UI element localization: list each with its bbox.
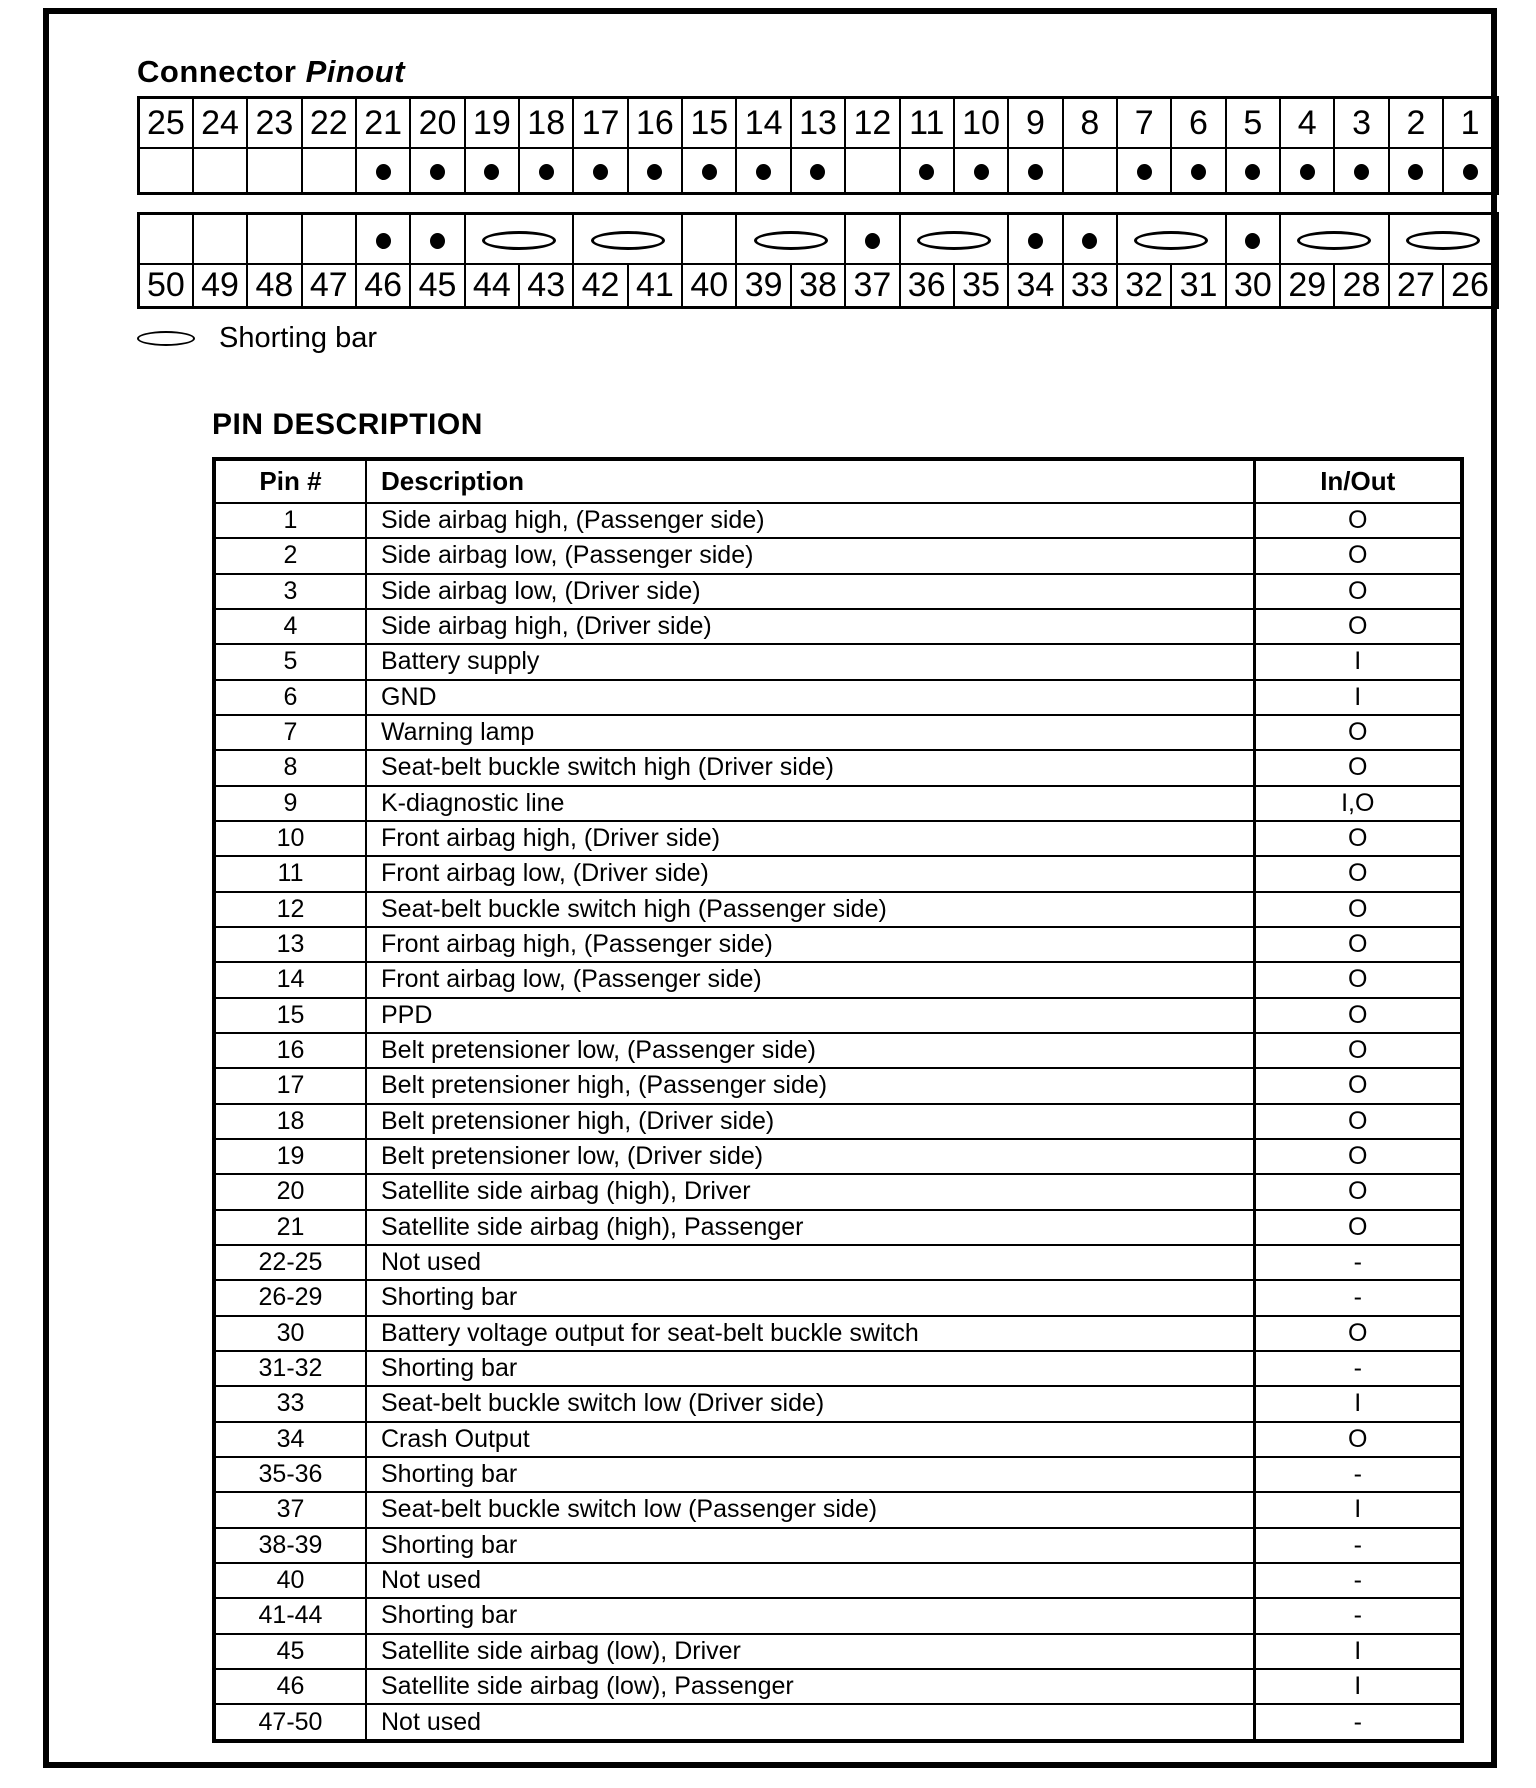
bottom-shorting-bar-cell xyxy=(736,214,845,264)
pin-number-cell: 6 xyxy=(214,680,366,715)
pin-dot-icon xyxy=(1245,164,1260,180)
top-pin-present-cell xyxy=(900,148,954,194)
pin-in-out-cell: I,O xyxy=(1254,786,1462,821)
pin-table-row xyxy=(214,1104,1462,1139)
pin-table-row xyxy=(214,1669,1462,1704)
shorting-bar-icon xyxy=(1134,231,1208,250)
pin-dot-icon xyxy=(647,164,662,180)
pin-in-out-cell: I xyxy=(1254,1634,1462,1669)
pin-number-cell: 30 xyxy=(214,1316,366,1351)
pin-number-cell: 10 xyxy=(214,821,366,856)
pin-in-out-cell: O xyxy=(1254,856,1462,891)
pin-in-out-cell: I xyxy=(1254,1386,1462,1421)
pin-description-cell: Satellite side airbag (high), Passenger xyxy=(366,1210,1254,1245)
pin-number-cell: 15 xyxy=(214,998,366,1033)
connector-pinout-bottom-row-table xyxy=(137,212,1499,309)
shorting-bar-icon xyxy=(754,231,828,250)
pin-table-row xyxy=(214,927,1462,962)
pin-in-out-cell: - xyxy=(1254,1704,1462,1741)
pin-description-cell: Satellite side airbag (high), Driver xyxy=(366,1174,1254,1209)
top-pin-number-cell-10: 10 xyxy=(954,98,1008,148)
top-pin-number-cell-14: 14 xyxy=(736,98,790,148)
pin-table-row xyxy=(214,1563,1462,1598)
pin-table-row xyxy=(214,1033,1462,1068)
pin-dot-icon xyxy=(430,233,445,249)
top-pin-present-cell xyxy=(410,148,464,194)
pin-number-cell: 13 xyxy=(214,927,366,962)
page-title xyxy=(137,54,405,90)
bottom-pin-number-cell-29: 29 xyxy=(1280,264,1334,308)
top-pin-number-cell-6: 6 xyxy=(1171,98,1225,148)
bottom-pin-number-cell-39: 39 xyxy=(736,264,790,308)
top-pin-present-cell xyxy=(791,148,845,194)
header-description: Description xyxy=(366,459,1254,503)
pin-dot-icon xyxy=(376,164,391,180)
top-pin-number-cell-8: 8 xyxy=(1063,98,1117,148)
page-title-regular: Connector xyxy=(137,54,297,89)
pin-dot-icon xyxy=(810,164,825,180)
pin-dot-icon xyxy=(593,164,608,180)
pin-table-row xyxy=(214,750,1462,785)
top-pin-present-cell xyxy=(954,148,1008,194)
bottom-shorting-bar-cell xyxy=(573,214,682,264)
top-empty-pin-cell xyxy=(1063,148,1117,194)
top-pin-present-cell xyxy=(519,148,573,194)
bottom-pin-present-cell xyxy=(356,214,410,264)
pin-description-cell: Not used xyxy=(366,1704,1254,1741)
shorting-bar-icon xyxy=(1297,231,1371,250)
pin-description-cell: Not used xyxy=(366,1245,1254,1280)
pin-number-cell: 14 xyxy=(214,962,366,997)
pin-number-cell: 21 xyxy=(214,1210,366,1245)
bottom-pin-number-cell-46: 46 xyxy=(356,264,410,308)
pin-table-row xyxy=(214,538,1462,573)
pin-description-cell: Belt pretensioner low, (Passenger side) xyxy=(366,1033,1254,1068)
pin-in-out-cell: - xyxy=(1254,1563,1462,1598)
pin-number-cell: 1 xyxy=(214,503,366,538)
bottom-pin-present-cell xyxy=(410,214,464,264)
top-pin-number-cell-20: 20 xyxy=(410,98,464,148)
top-pin-number-cell-12: 12 xyxy=(845,98,899,148)
pin-in-out-cell: O xyxy=(1254,750,1462,785)
pin-number-cell: 26-29 xyxy=(214,1280,366,1315)
bottom-pin-number-cell-31: 31 xyxy=(1171,264,1225,308)
pin-table-row xyxy=(214,644,1462,679)
pin-in-out-cell: O xyxy=(1254,962,1462,997)
pin-in-out-cell: O xyxy=(1254,538,1462,573)
bottom-pin-number-cell-40: 40 xyxy=(682,264,736,308)
pin-in-out-cell: - xyxy=(1254,1598,1462,1633)
pin-dot-icon xyxy=(974,164,989,180)
shorting-bar-icon xyxy=(591,231,665,250)
top-pin-number-cell-19: 19 xyxy=(465,98,519,148)
pin-description-cell: GND xyxy=(366,680,1254,715)
pin-table-row xyxy=(214,962,1462,997)
pin-description-cell: Belt pretensioner low, (Driver side) xyxy=(366,1139,1254,1174)
pin-number-cell: 34 xyxy=(214,1422,366,1457)
pin-number-cell: 19 xyxy=(214,1139,366,1174)
top-empty-pin-cell xyxy=(247,148,301,194)
pin-dot-icon xyxy=(1082,233,1097,249)
pin-in-out-cell: O xyxy=(1254,1139,1462,1174)
shorting-bar-icon xyxy=(137,331,195,346)
pin-table-row xyxy=(214,1139,1462,1174)
pin-in-out-cell: - xyxy=(1254,1528,1462,1563)
bottom-pin-number-cell-38: 38 xyxy=(791,264,845,308)
bottom-pin-number-cell-35: 35 xyxy=(954,264,1008,308)
pin-number-cell: 11 xyxy=(214,856,366,891)
pin-number-cell: 2 xyxy=(214,538,366,573)
top-pin-number-cell-24: 24 xyxy=(193,98,247,148)
bottom-pin-number-cell-28: 28 xyxy=(1334,264,1388,308)
bottom-pin-number-cell-45: 45 xyxy=(410,264,464,308)
pin-number-cell: 3 xyxy=(214,574,366,609)
pin-table-row xyxy=(214,1386,1462,1421)
pin-description-cell: Front airbag high, (Passenger side) xyxy=(366,927,1254,962)
bottom-pin-number-cell-27: 27 xyxy=(1389,264,1443,308)
pin-in-out-cell: I xyxy=(1254,680,1462,715)
top-pin-number-cell-9: 9 xyxy=(1008,98,1062,148)
bottom-pin-present-cell xyxy=(1008,214,1062,264)
pin-description-cell: Seat-belt buckle switch low (Driver side) xyxy=(366,1386,1254,1421)
pin-table-row xyxy=(214,892,1462,927)
pin-number-cell: 22-25 xyxy=(214,1245,366,1280)
pin-number-cell: 18 xyxy=(214,1104,366,1139)
top-pin-number-cell-2: 2 xyxy=(1389,98,1443,148)
pin-description-cell: Front airbag low, (Passenger side) xyxy=(366,962,1254,997)
pin-dot-icon xyxy=(865,233,880,249)
top-pin-present-cell xyxy=(1280,148,1334,194)
bottom-empty-pin-cell xyxy=(302,214,356,264)
pin-dot-icon xyxy=(484,164,499,180)
document-frame xyxy=(43,8,1497,1768)
pin-description-cell: Front airbag low, (Driver side) xyxy=(366,856,1254,891)
pin-dot-icon xyxy=(1028,233,1043,249)
pin-dot-icon xyxy=(376,233,391,249)
bottom-shorting-bar-cell xyxy=(900,214,1009,264)
pin-in-out-cell: - xyxy=(1254,1351,1462,1386)
shorting-bar-icon xyxy=(482,231,556,250)
bottom-pin-number-cell-50: 50 xyxy=(139,264,193,308)
pin-number-cell: 46 xyxy=(214,1669,366,1704)
pin-description-table xyxy=(212,457,1464,1743)
pin-description-cell: Battery supply xyxy=(366,644,1254,679)
bottom-pin-number-cell-47: 47 xyxy=(302,264,356,308)
pin-number-cell: 38-39 xyxy=(214,1528,366,1563)
pin-table-row xyxy=(214,1492,1462,1527)
bottom-pin-number-cell-48: 48 xyxy=(247,264,301,308)
top-empty-pin-cell xyxy=(845,148,899,194)
top-pin-present-cell xyxy=(1389,148,1443,194)
pin-description-cell: Side airbag high, (Passenger side) xyxy=(366,503,1254,538)
pin-table-row xyxy=(214,1598,1462,1633)
pin-dot-icon xyxy=(756,164,771,180)
pin-table-row xyxy=(214,821,1462,856)
pin-dot-icon xyxy=(1463,164,1478,180)
bottom-shorting-bar-cell xyxy=(1280,214,1389,264)
pin-number-cell: 12 xyxy=(214,892,366,927)
pin-description-cell: Satellite side airbag (low), Driver xyxy=(366,1634,1254,1669)
pin-table-row xyxy=(214,1210,1462,1245)
top-pin-number-cell-18: 18 xyxy=(519,98,573,148)
bottom-shorting-bar-cell xyxy=(1389,214,1498,264)
pin-description-cell: Shorting bar xyxy=(366,1280,1254,1315)
top-pin-present-cell xyxy=(628,148,682,194)
pin-in-out-cell: I xyxy=(1254,1669,1462,1704)
bottom-pin-number-cell-32: 32 xyxy=(1117,264,1171,308)
pin-table-row xyxy=(214,1457,1462,1492)
pin-description-cell: Shorting bar xyxy=(366,1351,1254,1386)
bottom-pin-number-cell-30: 30 xyxy=(1226,264,1280,308)
header-in-out: In/Out xyxy=(1254,459,1462,503)
pin-number-cell: 35-36 xyxy=(214,1457,366,1492)
pin-table-row xyxy=(214,574,1462,609)
bottom-empty-pin-cell xyxy=(193,214,247,264)
pin-in-out-cell: - xyxy=(1254,1457,1462,1492)
pin-in-out-cell: O xyxy=(1254,821,1462,856)
pin-in-out-cell: I xyxy=(1254,644,1462,679)
page-title-italic: Pinout xyxy=(305,54,406,89)
bottom-empty-pin-cell xyxy=(139,214,193,264)
top-empty-pin-cell xyxy=(302,148,356,194)
pin-description-cell: Crash Output xyxy=(366,1422,1254,1457)
pin-number-cell: 8 xyxy=(214,750,366,785)
pin-table-row xyxy=(214,1422,1462,1457)
pin-number-cell: 4 xyxy=(214,609,366,644)
top-pin-present-cell xyxy=(736,148,790,194)
pin-in-out-cell: O xyxy=(1254,715,1462,750)
pin-in-out-cell: O xyxy=(1254,1033,1462,1068)
pin-number-cell: 7 xyxy=(214,715,366,750)
pin-table-row xyxy=(214,1174,1462,1209)
shorting-bar-icon xyxy=(917,231,991,250)
pin-table-row xyxy=(214,856,1462,891)
bottom-empty-pin-cell xyxy=(682,214,736,264)
top-pin-number-cell-25: 25 xyxy=(139,98,193,148)
top-pin-number-cell-22: 22 xyxy=(302,98,356,148)
pin-dot-icon xyxy=(1408,164,1423,180)
pin-description-cell: Warning lamp xyxy=(366,715,1254,750)
top-pin-present-cell xyxy=(682,148,736,194)
pin-dot-icon xyxy=(539,164,554,180)
pin-number-cell: 17 xyxy=(214,1068,366,1103)
top-pin-present-cell xyxy=(1334,148,1388,194)
header-pin-number: Pin # xyxy=(214,459,366,503)
pin-dot-icon xyxy=(919,164,934,180)
pin-dot-icon xyxy=(1245,233,1260,249)
shorting-bar-icon xyxy=(1406,231,1480,250)
top-pin-number-cell-1: 1 xyxy=(1443,98,1497,148)
top-pin-number-cell-4: 4 xyxy=(1280,98,1334,148)
bottom-pin-number-cell-44: 44 xyxy=(465,264,519,308)
top-pin-present-cell xyxy=(465,148,519,194)
top-pin-present-cell xyxy=(1117,148,1171,194)
pin-dot-icon xyxy=(1354,164,1369,180)
pin-description-cell: Seat-belt buckle switch low (Passenger side) xyxy=(366,1492,1254,1527)
pin-in-out-cell: O xyxy=(1254,1068,1462,1103)
bottom-pin-number-cell-42: 42 xyxy=(573,264,627,308)
top-pin-number-cell-21: 21 xyxy=(356,98,410,148)
pin-table-header-row xyxy=(214,459,1462,503)
top-pin-present-cell xyxy=(1443,148,1497,194)
pin-in-out-cell: I xyxy=(1254,1492,1462,1527)
pin-in-out-cell: O xyxy=(1254,1316,1462,1351)
pin-description-cell: Belt pretensioner high, (Driver side) xyxy=(366,1104,1254,1139)
pin-description-cell: Side airbag low, (Passenger side) xyxy=(366,538,1254,573)
top-pin-number-cell-16: 16 xyxy=(628,98,682,148)
pin-description-cell: Shorting bar xyxy=(366,1598,1254,1633)
pin-table-row xyxy=(214,998,1462,1033)
pin-in-out-cell: O xyxy=(1254,1210,1462,1245)
pin-description-cell: Shorting bar xyxy=(366,1457,1254,1492)
pin-table-row xyxy=(214,680,1462,715)
pin-in-out-cell: O xyxy=(1254,998,1462,1033)
top-empty-pin-cell xyxy=(139,148,193,194)
pin-description-cell: Front airbag high, (Driver side) xyxy=(366,821,1254,856)
connector-pinout-top-row-table xyxy=(137,96,1499,195)
bottom-pin-number-cell-36: 36 xyxy=(900,264,954,308)
pin-description-cell: Seat-belt buckle switch high (Driver side) xyxy=(366,750,1254,785)
bottom-pin-number-cell-34: 34 xyxy=(1008,264,1062,308)
pin-table-row xyxy=(214,503,1462,538)
bottom-shorting-bar-cell xyxy=(1117,214,1226,264)
bottom-pin-number-cell-43: 43 xyxy=(519,264,573,308)
pin-dot-icon xyxy=(1191,164,1206,180)
pin-in-out-cell: O xyxy=(1254,1174,1462,1209)
top-pin-present-cell xyxy=(573,148,627,194)
pin-description-cell: PPD xyxy=(366,998,1254,1033)
pin-number-cell: 20 xyxy=(214,1174,366,1209)
pinout-bottom-symbol-row xyxy=(139,214,1498,264)
top-pin-number-cell-13: 13 xyxy=(791,98,845,148)
pin-table-row xyxy=(214,1316,1462,1351)
pin-in-out-cell: O xyxy=(1254,892,1462,927)
pin-description-heading: PIN DESCRIPTION xyxy=(212,408,483,441)
pin-number-cell: 16 xyxy=(214,1033,366,1068)
pin-table-row xyxy=(214,1634,1462,1669)
pin-description-cell: Shorting bar xyxy=(366,1528,1254,1563)
top-empty-pin-cell xyxy=(193,148,247,194)
pin-number-cell: 31-32 xyxy=(214,1351,366,1386)
pinout-top-number-row xyxy=(139,98,1498,148)
top-pin-number-cell-23: 23 xyxy=(247,98,301,148)
pin-description-cell: K-diagnostic line xyxy=(366,786,1254,821)
bottom-pin-present-cell xyxy=(845,214,899,264)
pin-description-cell: Satellite side airbag (low), Passenger xyxy=(366,1669,1254,1704)
pin-in-out-cell: O xyxy=(1254,1422,1462,1457)
pin-table-row xyxy=(214,715,1462,750)
pin-in-out-cell: O xyxy=(1254,574,1462,609)
bottom-pin-number-cell-49: 49 xyxy=(193,264,247,308)
pin-number-cell: 40 xyxy=(214,1563,366,1598)
pin-description-cell: Side airbag high, (Driver side) xyxy=(366,609,1254,644)
pin-number-cell: 41-44 xyxy=(214,1598,366,1633)
shorting-bar-legend xyxy=(137,322,377,355)
pin-in-out-cell: - xyxy=(1254,1245,1462,1280)
top-pin-present-cell xyxy=(1226,148,1280,194)
bottom-pin-present-cell xyxy=(1226,214,1280,264)
pin-table-row xyxy=(214,609,1462,644)
bottom-pin-number-cell-26: 26 xyxy=(1443,264,1497,308)
pin-table-row xyxy=(214,1245,1462,1280)
bottom-pin-number-cell-37: 37 xyxy=(845,264,899,308)
top-pin-present-cell xyxy=(1171,148,1225,194)
pin-table-row xyxy=(214,1704,1462,1741)
shorting-bar-legend-label: Shorting bar xyxy=(219,322,377,354)
pinout-top-symbol-row xyxy=(139,148,1498,194)
top-pin-number-cell-7: 7 xyxy=(1117,98,1171,148)
pin-dot-icon xyxy=(430,164,445,180)
top-pin-present-cell xyxy=(1008,148,1062,194)
top-pin-number-cell-5: 5 xyxy=(1226,98,1280,148)
pin-table-row xyxy=(214,1528,1462,1563)
pin-in-out-cell: O xyxy=(1254,927,1462,962)
pin-number-cell: 45 xyxy=(214,1634,366,1669)
bottom-pin-number-cell-33: 33 xyxy=(1063,264,1117,308)
pinout-bottom-number-row xyxy=(139,264,1498,308)
top-pin-number-cell-3: 3 xyxy=(1334,98,1388,148)
pin-dot-icon xyxy=(1028,164,1043,180)
pin-table-row xyxy=(214,1351,1462,1386)
pin-in-out-cell: - xyxy=(1254,1280,1462,1315)
pin-table-row xyxy=(214,1280,1462,1315)
bottom-pin-number-cell-41: 41 xyxy=(628,264,682,308)
pin-number-cell: 5 xyxy=(214,644,366,679)
pin-in-out-cell: O xyxy=(1254,503,1462,538)
pin-description-cell: Seat-belt buckle switch high (Passenger side) xyxy=(366,892,1254,927)
bottom-empty-pin-cell xyxy=(247,214,301,264)
bottom-shorting-bar-cell xyxy=(465,214,574,264)
pin-dot-icon xyxy=(1137,164,1152,180)
pin-in-out-cell: O xyxy=(1254,1104,1462,1139)
pin-in-out-cell: O xyxy=(1254,609,1462,644)
pin-description-cell: Battery voltage output for seat-belt buckle switch xyxy=(366,1316,1254,1351)
top-pin-number-cell-11: 11 xyxy=(900,98,954,148)
pin-description-cell: Not used xyxy=(366,1563,1254,1598)
pin-number-cell: 9 xyxy=(214,786,366,821)
pin-dot-icon xyxy=(702,164,717,180)
pin-number-cell: 47-50 xyxy=(214,1704,366,1741)
pin-description-cell: Side airbag low, (Driver side) xyxy=(366,574,1254,609)
pin-table-row xyxy=(214,786,1462,821)
pin-dot-icon xyxy=(1300,164,1315,180)
pin-description-cell: Belt pretensioner high, (Passenger side) xyxy=(366,1068,1254,1103)
pin-table-row xyxy=(214,1068,1462,1103)
bottom-pin-present-cell xyxy=(1063,214,1117,264)
pin-number-cell: 37 xyxy=(214,1492,366,1527)
top-pin-number-cell-15: 15 xyxy=(682,98,736,148)
pin-number-cell: 33 xyxy=(214,1386,366,1421)
top-pin-number-cell-17: 17 xyxy=(573,98,627,148)
top-pin-present-cell xyxy=(356,148,410,194)
